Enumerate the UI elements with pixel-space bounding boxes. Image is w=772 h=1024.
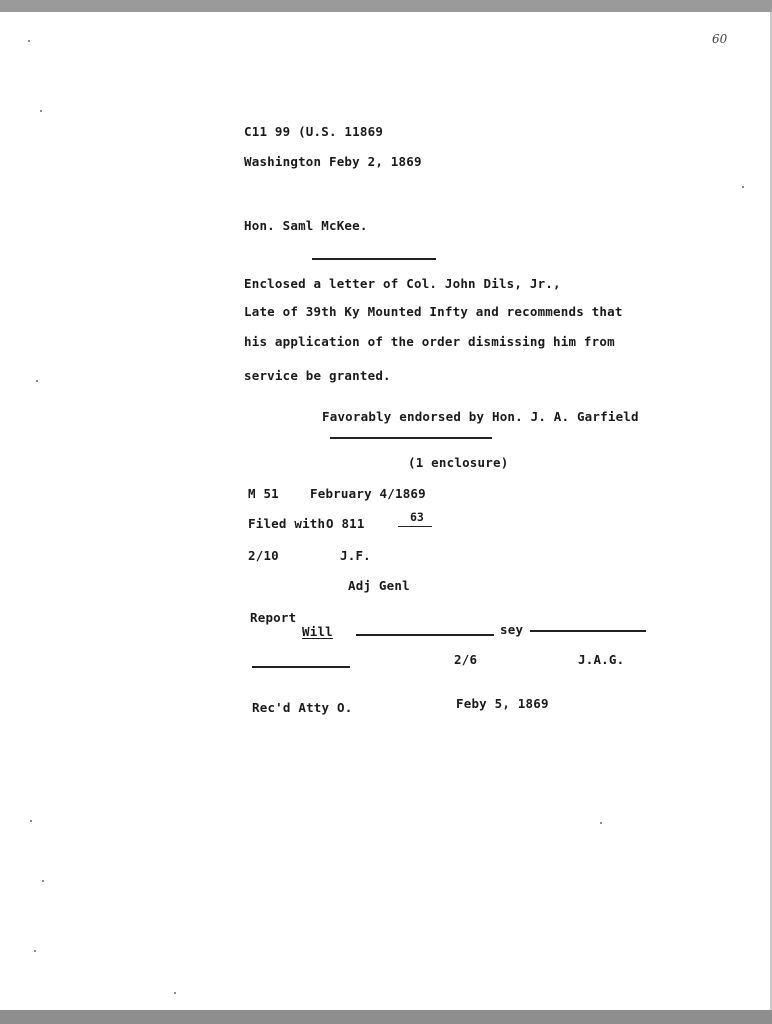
scan-speck <box>42 880 44 882</box>
received-date: Feby 5, 1869 <box>456 696 549 711</box>
body-line-1: Enclosed a letter of Col. John Dils, Jr., <box>244 276 561 291</box>
endorsement-line: Favorably endorsed by Hon. J. A. Garfield <box>322 409 639 424</box>
body-line-3: his application of the order dismissing him from <box>244 334 615 349</box>
signature-rule <box>252 666 350 668</box>
report-rule-2 <box>530 630 646 632</box>
scan-speck <box>174 992 176 994</box>
initials-jf: J.F. <box>340 548 371 563</box>
scan-speck <box>36 380 38 382</box>
file-reference: C11 99 (U.S. 11869 <box>244 124 384 139</box>
filed-superscript: 63 <box>410 510 424 524</box>
date-2-10: 2/10 <box>248 548 279 563</box>
scan-speck <box>600 822 602 824</box>
scan-speck <box>28 40 30 42</box>
top-scan-border <box>0 0 772 12</box>
scan-speck <box>30 820 32 822</box>
report-rule-1 <box>356 634 494 636</box>
endorsement-rule <box>330 437 492 439</box>
sey-text: sey <box>500 622 524 637</box>
place-date-line: Washington Feby 2, 1869 <box>244 154 422 169</box>
filed-rule <box>398 526 432 527</box>
report-label: Report <box>250 610 297 625</box>
received-line: Rec'd Atty O. <box>252 700 353 715</box>
m-date: February 4/1869 <box>310 486 426 501</box>
filed-with-label: Filed with <box>248 516 326 531</box>
separator-rule <box>312 258 436 260</box>
date-2-6: 2/6 <box>454 652 478 667</box>
adj-genl: Adj Genl <box>348 578 410 593</box>
scan-speck <box>40 110 42 112</box>
will-text: Will <box>302 624 333 639</box>
enclosure-note: (1 enclosure) <box>408 455 509 470</box>
filed-reference: O 811 <box>326 516 365 531</box>
jag-initials: J.A.G. <box>578 652 625 667</box>
bottom-scan-border <box>0 1010 772 1024</box>
addressee: Hon. Saml McKee. <box>244 218 368 233</box>
scan-speck <box>742 186 744 188</box>
body-line-2: Late of 39th Ky Mounted Infty and recommends that <box>244 304 623 319</box>
scan-speck <box>34 950 36 952</box>
page-number: 60 <box>712 32 728 46</box>
m-number: M 51 <box>248 486 279 501</box>
body-line-4: service be granted. <box>244 368 391 383</box>
